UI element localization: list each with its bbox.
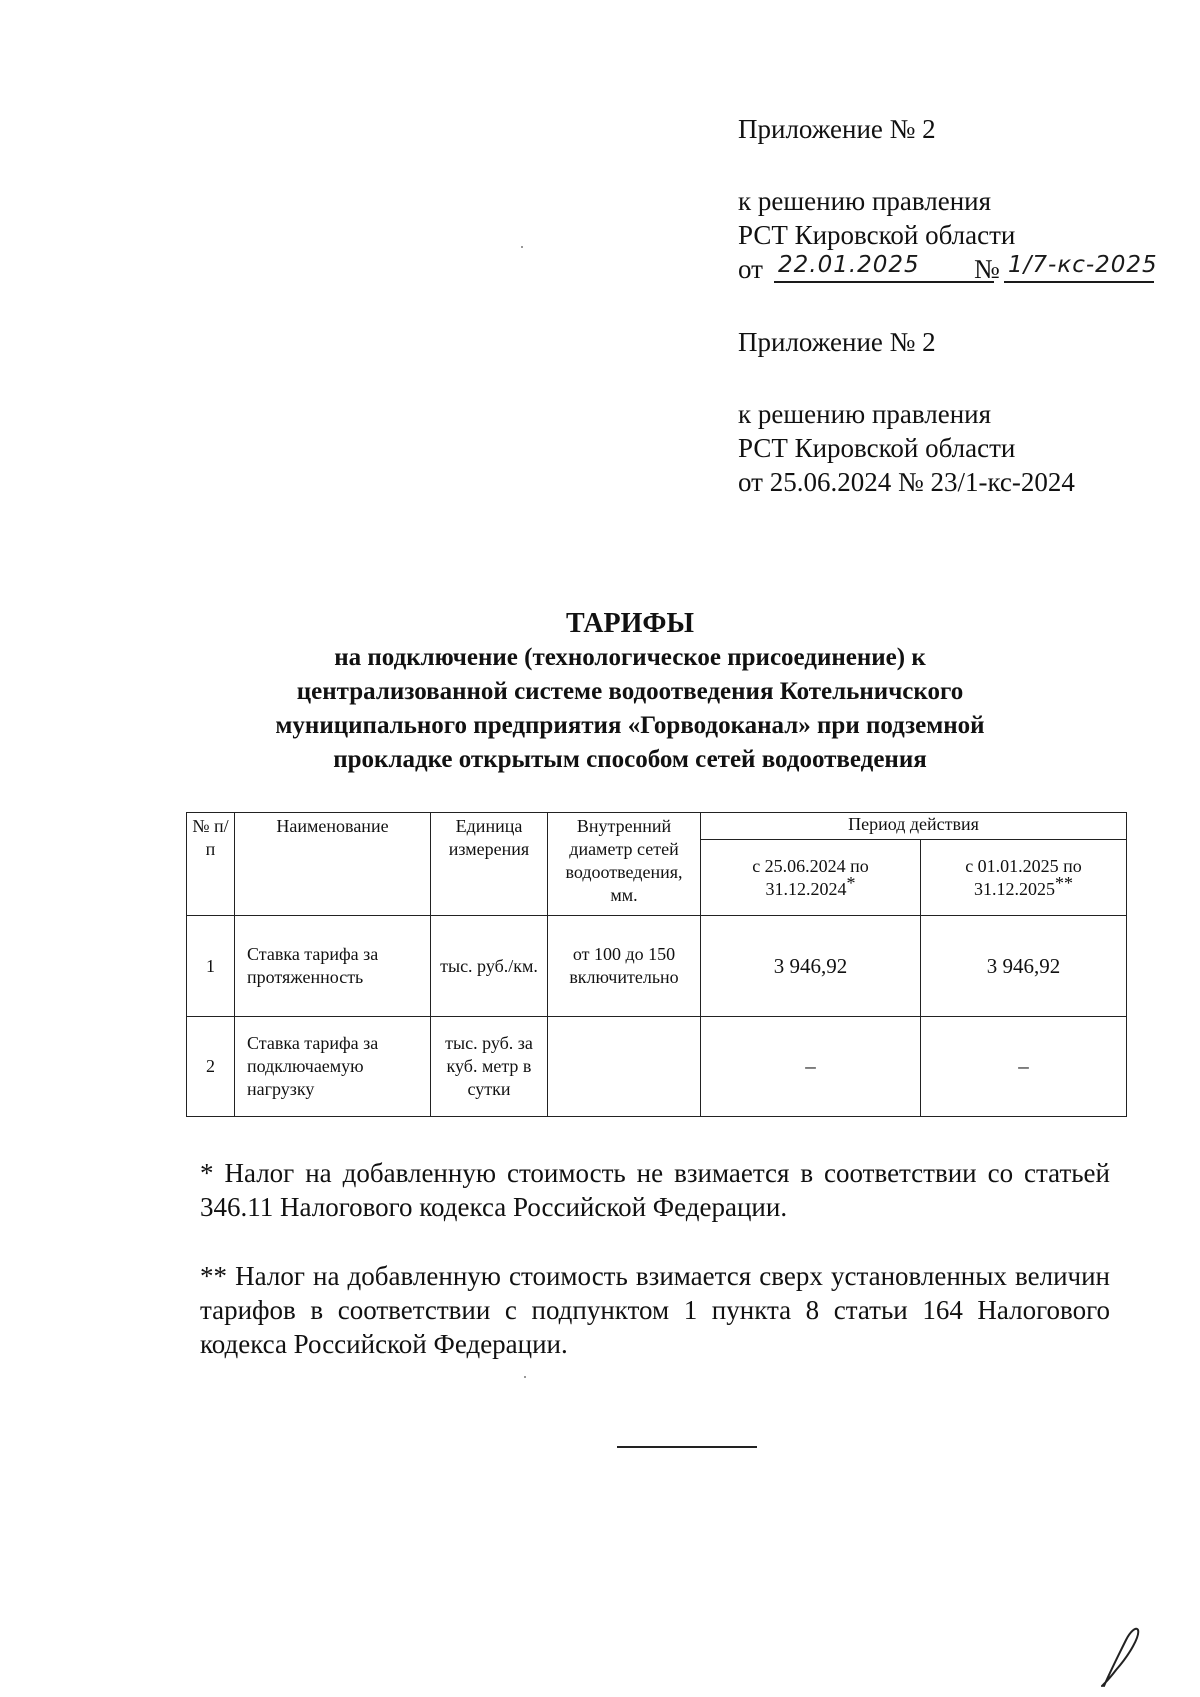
row1-name: Ставка тарифа за протяженность xyxy=(235,916,431,1017)
row1-unit: тыс. руб./км. xyxy=(431,916,548,1017)
header-period2 xyxy=(921,840,1127,916)
header-period1 xyxy=(701,840,921,916)
heading-line3: муниципального предприятия «Горводоканал» при подземной xyxy=(275,712,985,739)
row1-diameter: от 100 до 150 включительно xyxy=(548,916,701,1017)
number-underline xyxy=(1004,281,1154,283)
header-diameter: Внутренний диаметр сетей водоотведения, мм. xyxy=(548,813,701,916)
appendix-original xyxy=(738,325,1075,499)
handwritten-initial-mark xyxy=(1094,1620,1144,1690)
appendix-original-title: Приложение № 2 xyxy=(738,327,936,357)
row2-unit: тыс. руб. за куб. метр в сутки xyxy=(431,1017,548,1117)
appendix-current-line1: к решению правления xyxy=(738,186,992,216)
closing-rule xyxy=(617,1446,757,1448)
header-period: Период действия xyxy=(701,813,1127,840)
heading-line1: на подключение (технологическое присоединение) к xyxy=(334,644,926,671)
appendix-current-date-line xyxy=(738,252,1158,286)
handwritten-number: 1/7-кс-2025 xyxy=(1008,252,1158,278)
row2-value-period2: – xyxy=(921,1017,1127,1117)
row1-value-period1: 3 946,92 xyxy=(701,916,921,1017)
scan-speck xyxy=(521,246,523,248)
header-num: № п/п xyxy=(187,813,235,916)
header-unit: Единица измерения xyxy=(431,813,548,916)
table-row xyxy=(187,916,1127,1017)
appendix-original-line3: от 25.06.2024 № 23/1-кс-2024 xyxy=(738,467,1075,497)
appendix-current-line2: РСТ Кировской области xyxy=(738,220,1016,250)
row2-diameter xyxy=(548,1017,701,1117)
date-underline xyxy=(774,281,994,283)
footnote-2: ** Налог на добавленную стоимость взимается сверх установленных величин тарифов в соответствии с подпунктом 1 пункта 8 статьи 164 Налогового кодекса Российской Федерации. xyxy=(200,1261,1110,1359)
date-prefix: от xyxy=(738,254,763,284)
row2-value-period1: – xyxy=(701,1017,921,1117)
header-period2-text: с 01.01.2025 по 31.12.2025 xyxy=(965,855,1082,899)
heading-line2: централизованной системе водоотведения Котельничского xyxy=(296,678,964,705)
table-header-row xyxy=(187,813,1127,840)
row1-num: 1 xyxy=(187,916,235,1017)
appendix-current xyxy=(738,112,1158,286)
row1-value-period2: 3 946,92 xyxy=(921,916,1127,1017)
footnote-1: * Налог на добавленную стоимость не взимается в соответствии со статьей 346.11 Налогового кодекса Российской Федерации. xyxy=(200,1158,1110,1222)
appendix-original-line2: РСТ Кировской области xyxy=(738,433,1016,463)
tariff-table xyxy=(186,812,1127,1117)
scan-speck xyxy=(524,1376,526,1378)
header-period1-text: с 25.06.2024 по 31.12.2024 xyxy=(752,855,869,899)
table-row xyxy=(187,1017,1127,1117)
row2-num: 2 xyxy=(187,1017,235,1117)
row2-name: Ставка тарифа за подключаемую нагрузку xyxy=(235,1017,431,1117)
appendix-current-title: Приложение № 2 xyxy=(738,114,936,144)
handwritten-date: 22.01.2025 xyxy=(778,252,920,278)
period1-footnote-mark: * xyxy=(846,872,856,893)
heading-line4: прокладке открытым способом сетей водоотведения xyxy=(333,746,927,773)
header-name: Наименование xyxy=(235,813,431,916)
number-prefix: № xyxy=(974,254,1000,284)
appendix-original-line1: к решению правления xyxy=(738,399,992,429)
document-heading xyxy=(180,607,1080,777)
period2-footnote-mark: ** xyxy=(1055,872,1073,893)
heading-title: ТАРИФЫ xyxy=(566,608,694,639)
